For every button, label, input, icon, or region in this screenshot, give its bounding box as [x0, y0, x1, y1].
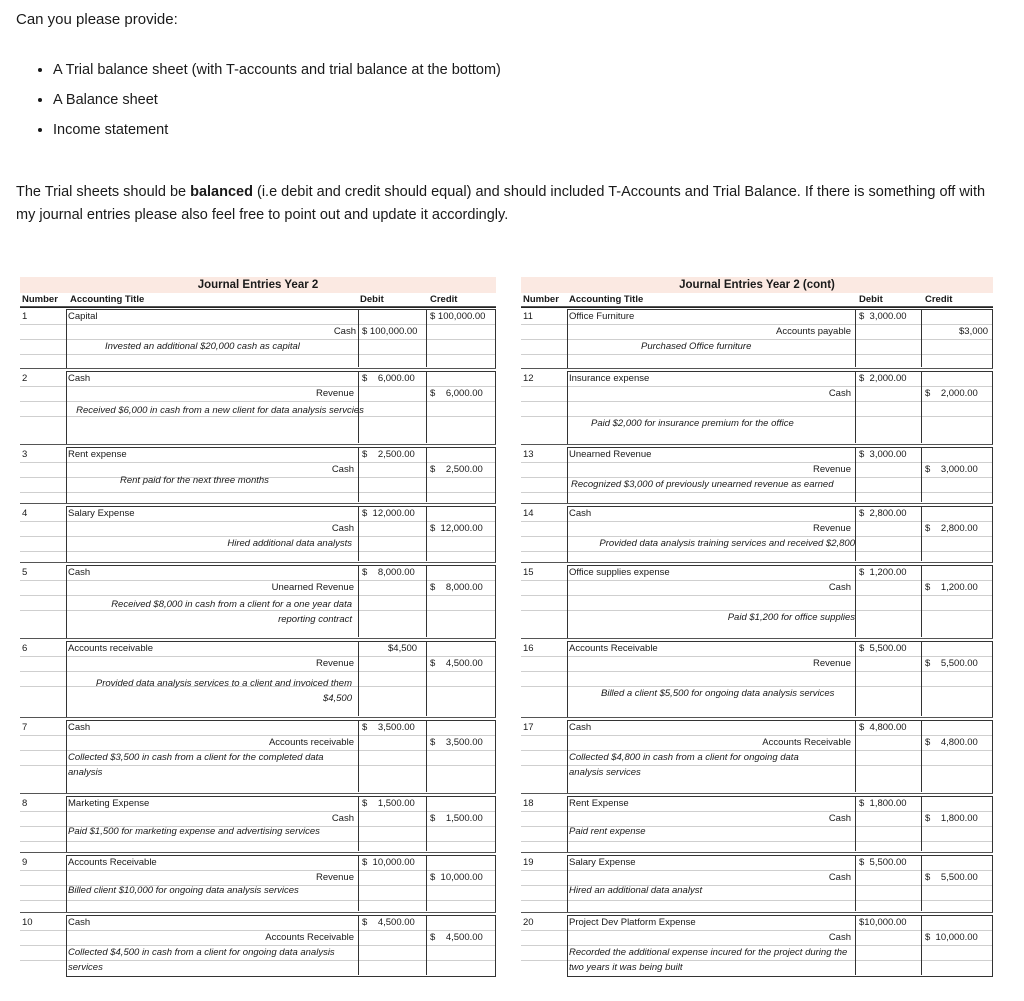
credit-amount: $ 2,800.00 [925, 523, 978, 534]
debit-amount: $ 2,500.00 [362, 449, 415, 460]
column-divider [426, 641, 427, 716]
entry-separator [521, 368, 993, 369]
credit-amount: $ 10,000.00 [925, 932, 978, 943]
entry-number: 20 [523, 917, 534, 928]
entry-separator [521, 793, 993, 794]
column-divider [358, 855, 359, 911]
entry-description: Billed client $10,000 for ongoing data analysis services [68, 885, 299, 896]
journal-entry [521, 641, 993, 720]
entry-number: 7 [22, 722, 28, 733]
column-divider [855, 371, 856, 443]
credit-account-title: Cash [828, 932, 851, 943]
requirements-list [33, 57, 501, 147]
debit-amount: $ 4,800.00 [859, 722, 907, 733]
entry-description: Rent paid for the next three months [120, 475, 269, 486]
credit-account-title: Revenue [812, 658, 851, 669]
journal-entry [521, 915, 993, 979]
column-divider [921, 309, 922, 367]
entry-description: Recorded the additional expense incured for the project during the two years it was being built [569, 947, 848, 973]
credit-amount: $ 12,000.00 [430, 523, 483, 534]
requirement-item: • A Trial balance sheet (with T-accounts and trial balance at the bottom) [53, 57, 501, 87]
column-divider [921, 915, 922, 975]
credit-amount: $ 100,000.00 [430, 311, 486, 322]
debit-amount: $ 10,000.00 [362, 857, 415, 868]
entry-description: Paid $2,000 for insurance premium for the office [591, 418, 794, 429]
credit-account-title: Cash [331, 464, 354, 475]
journal-sheet-left [20, 277, 496, 973]
journal-entry [521, 371, 993, 447]
journal-entry [521, 447, 993, 506]
credit-amount: $ 5,500.00 [925, 658, 978, 669]
column-divider [426, 506, 427, 561]
instructions-paragraph [16, 181, 1006, 227]
credit-account-title: Accounts Receivable [762, 737, 851, 748]
entry-description: Provided data analysis training services and received $2,800 [599, 538, 855, 549]
header-credit: Credit [430, 294, 458, 305]
journal-entry [20, 506, 496, 565]
debit-account-title: Unearned Revenue [569, 449, 652, 460]
credit-account-title: Revenue [315, 658, 354, 669]
entry-description: Collected $4,800 in cash from a client for ongoing data analysis services [569, 752, 799, 778]
credit-account-title: Revenue [315, 872, 354, 883]
credit-amount: $ 2,000.00 [925, 388, 978, 399]
credit-amount: $ 8,000.00 [430, 582, 483, 593]
requirement-item: • Income statement [53, 117, 501, 147]
header-debit: Debit [360, 294, 384, 305]
entry-number: 15 [523, 567, 534, 578]
entry-separator [521, 562, 993, 563]
debit-amount: $ 5,500.00 [859, 857, 907, 868]
column-divider [358, 915, 359, 975]
journal-entry [521, 506, 993, 565]
journal-entry [20, 309, 496, 371]
entry-description: Received $6,000 in cash from a new client for data analysis servcies [76, 405, 364, 416]
credit-amount: $ 4,800.00 [925, 737, 978, 748]
question-title: Can you please provide: [16, 11, 178, 28]
debit-amount: $ 6,000.00 [362, 373, 415, 384]
credit-account-title: Cash [331, 813, 354, 824]
sheet-title: Journal Entries Year 2 (cont) [521, 277, 993, 293]
entry-separator [20, 717, 496, 718]
credit-amount: $ 1,500.00 [430, 813, 483, 824]
debit-amount: $ 4,500.00 [362, 917, 415, 928]
entry-box [567, 506, 993, 563]
debit-account-title: Cash [68, 567, 91, 578]
entry-separator [20, 638, 496, 639]
credit-amount: $ 10,000.00 [430, 872, 483, 883]
debit-account-title: Cash [68, 917, 91, 928]
credit-amount: $3,000 [959, 326, 989, 337]
credit-amount: $ 5,500.00 [925, 872, 978, 883]
debit-account-title: Salary Expense [569, 857, 636, 868]
entry-number: 14 [523, 508, 534, 519]
entry-separator [20, 368, 496, 369]
header-credit: Credit [925, 294, 953, 305]
debit-account-title: Cash [569, 722, 592, 733]
column-divider [358, 309, 359, 367]
entry-separator [521, 444, 993, 445]
debit-amount: $ 100,000.00 [362, 326, 418, 337]
entry-number: 1 [22, 311, 28, 322]
entry-number: 11 [523, 311, 533, 322]
journal-entry [20, 796, 496, 855]
journal-entry [521, 855, 993, 915]
column-divider [855, 447, 856, 502]
column-divider [921, 506, 922, 561]
debit-amount: $ 1,200.00 [859, 567, 907, 578]
journal-entry [20, 855, 496, 915]
header-account: Accounting Title [70, 294, 145, 305]
debit-account-title: Cash [68, 373, 91, 384]
journal-entry [20, 641, 496, 720]
entry-description: Paid $1,200 for office supplies [727, 612, 855, 623]
column-divider [426, 447, 427, 502]
column-divider [855, 565, 856, 637]
debit-amount: $10,000.00 [859, 917, 907, 928]
debit-account-title: Rent expense [68, 449, 127, 460]
para-bold: balanced [190, 184, 253, 200]
entry-separator [20, 793, 496, 794]
credit-account-title: Revenue [812, 523, 851, 534]
column-divider [921, 855, 922, 911]
requirement-item: • A Balance sheet [53, 87, 501, 117]
column-divider [426, 720, 427, 792]
entry-number: 12 [523, 373, 534, 384]
entry-separator [521, 717, 993, 718]
column-divider [426, 855, 427, 911]
debit-account-title: Insurance expense [569, 373, 650, 384]
column-divider [426, 796, 427, 851]
column-divider [921, 447, 922, 502]
entry-number: 6 [22, 643, 28, 654]
debit-amount: $ 2,800.00 [859, 508, 907, 519]
credit-amount: $ 4,500.00 [430, 658, 483, 669]
entry-number: 3 [22, 449, 28, 460]
column-divider [358, 506, 359, 561]
journal-entry [20, 371, 496, 447]
entry-description: Received $8,000 in cash from a client for a one year data reporting contract [111, 599, 352, 625]
debit-amount: $4,500 [388, 643, 418, 654]
credit-amount: $ 2,500.00 [430, 464, 483, 475]
header-number: Number [523, 294, 559, 305]
debit-amount: $ 5,500.00 [859, 643, 907, 654]
entry-description: Paid $1,500 for marketing expense and advertising services [68, 826, 320, 837]
entry-number: 17 [523, 722, 534, 733]
credit-account-title: Accounts receivable [268, 737, 354, 748]
entry-number: 9 [22, 857, 28, 868]
entry-separator [521, 306, 993, 307]
debit-account-title: Cash [68, 722, 91, 733]
debit-amount: $ 3,500.00 [362, 722, 415, 733]
credit-account-title: Accounts payable [776, 326, 851, 337]
debit-account-title: Accounts Receivable [68, 857, 157, 868]
column-divider [358, 720, 359, 792]
entry-separator [521, 852, 993, 853]
debit-amount: $ 8,000.00 [362, 567, 415, 578]
column-divider [426, 371, 427, 443]
entry-number: 16 [523, 643, 534, 654]
para-post: (i.e debit and credit should equal) and should included T-Accounts and Trial Balance. If there is something off with my journal entries please also feel free to point out and update it accordingly. [16, 184, 986, 223]
entry-number: 10 [22, 917, 33, 928]
debit-account-title: Salary Expense [68, 508, 135, 519]
column-divider [426, 915, 427, 975]
header-debit: Debit [859, 294, 883, 305]
credit-account-title: Revenue [812, 464, 851, 475]
credit-amount: $ 1,800.00 [925, 813, 978, 824]
credit-account-title: Cash [331, 523, 354, 534]
credit-account-title: Unearned Revenue [271, 582, 354, 593]
sheet-title: Journal Entries Year 2 [20, 277, 496, 293]
entry-separator [521, 638, 993, 639]
debit-account-title: Project Dev Platform Expense [569, 917, 696, 928]
entry-separator [20, 852, 496, 853]
entry-separator [20, 562, 496, 563]
journal-entry [521, 565, 993, 641]
entry-number: 18 [523, 798, 534, 809]
journal-entry [20, 915, 496, 979]
debit-account-title: Marketing Expense [68, 798, 150, 809]
entry-separator [521, 912, 993, 913]
journal-sheet-right [521, 277, 993, 973]
column-divider [921, 796, 922, 851]
entry-separator [20, 503, 496, 504]
entry-description: Recognized $3,000 of previously unearned revenue as earned [571, 479, 834, 490]
journal-entry [521, 796, 993, 855]
column-divider [855, 309, 856, 367]
column-divider [426, 565, 427, 637]
entry-description: Provided data analysis services to a client and invoiced them $4,500 [95, 678, 352, 704]
entry-number: 5 [22, 567, 28, 578]
journal-entry [20, 447, 496, 506]
entry-separator [20, 306, 496, 307]
column-divider [855, 506, 856, 561]
debit-account-title: Accounts receivable [68, 643, 154, 654]
credit-account-title: Cash [333, 326, 356, 337]
entry-description: Collected $3,500 in cash from a client for the completed data analysis [68, 752, 324, 778]
debit-amount: $ 3,000.00 [859, 311, 907, 322]
credit-amount: $ 6,000.00 [430, 388, 483, 399]
credit-account-title: Cash [828, 813, 851, 824]
debit-account-title: Office Furniture [569, 311, 635, 322]
entry-separator [521, 503, 993, 504]
entry-description: Purchased Office furniture [641, 341, 752, 352]
journal-entry [521, 309, 993, 371]
column-divider [358, 641, 359, 716]
journal-entry [20, 565, 496, 641]
credit-account-title: Cash [828, 582, 851, 593]
debit-amount: $ 2,000.00 [859, 373, 907, 384]
column-divider [921, 641, 922, 716]
debit-account-title: Rent Expense [569, 798, 629, 809]
entry-description: Collected $4,500 in cash from a client for ongoing data analysis services [68, 947, 335, 973]
entry-number: 2 [22, 373, 28, 384]
entry-number: 4 [22, 508, 28, 519]
entry-number: 13 [523, 449, 534, 460]
column-divider [921, 720, 922, 792]
credit-amount: $ 4,500.00 [430, 932, 483, 943]
credit-amount: $ 3,500.00 [430, 737, 483, 748]
entry-description: Hired additional data analysts [227, 538, 352, 549]
entry-separator [20, 912, 496, 913]
debit-amount: $ 12,000.00 [362, 508, 415, 519]
credit-account-title: Cash [828, 388, 851, 399]
entry-number: 8 [22, 798, 28, 809]
credit-account-title: Cash [828, 872, 851, 883]
debit-amount: $ 1,800.00 [859, 798, 907, 809]
column-divider [921, 371, 922, 443]
debit-amount: $ 3,000.00 [859, 449, 907, 460]
column-divider [921, 565, 922, 637]
entry-number: 19 [523, 857, 534, 868]
debit-amount: $ 1,500.00 [362, 798, 415, 809]
entry-description: Invested an additional $20,000 cash as capital [105, 341, 300, 352]
column-divider [358, 796, 359, 851]
journal-entry [521, 720, 993, 796]
entry-description: Paid rent expense [569, 826, 646, 837]
column-divider [426, 309, 427, 367]
column-divider [358, 565, 359, 637]
credit-amount: $ 1,200.00 [925, 582, 978, 593]
journal-entry [20, 720, 496, 796]
credit-amount: $ 3,000.00 [925, 464, 978, 475]
entry-separator [20, 444, 496, 445]
entry-description: Billed a client $5,500 for ongoing data analysis services [601, 688, 835, 699]
debit-account-title: Capital [68, 311, 98, 322]
debit-account-title: Cash [569, 508, 592, 519]
header-account: Accounting Title [569, 294, 644, 305]
column-divider [855, 641, 856, 716]
debit-account-title: Accounts Receivable [569, 643, 658, 654]
debit-account-title: Office supplies expense [569, 567, 670, 578]
credit-account-title: Revenue [315, 388, 354, 399]
header-number: Number [22, 294, 58, 305]
credit-account-title: Accounts Receivable [265, 932, 354, 943]
column-divider [855, 720, 856, 792]
para-pre: The Trial sheets should be [16, 184, 191, 200]
entry-description: Hired an additional data analyst [569, 885, 703, 896]
